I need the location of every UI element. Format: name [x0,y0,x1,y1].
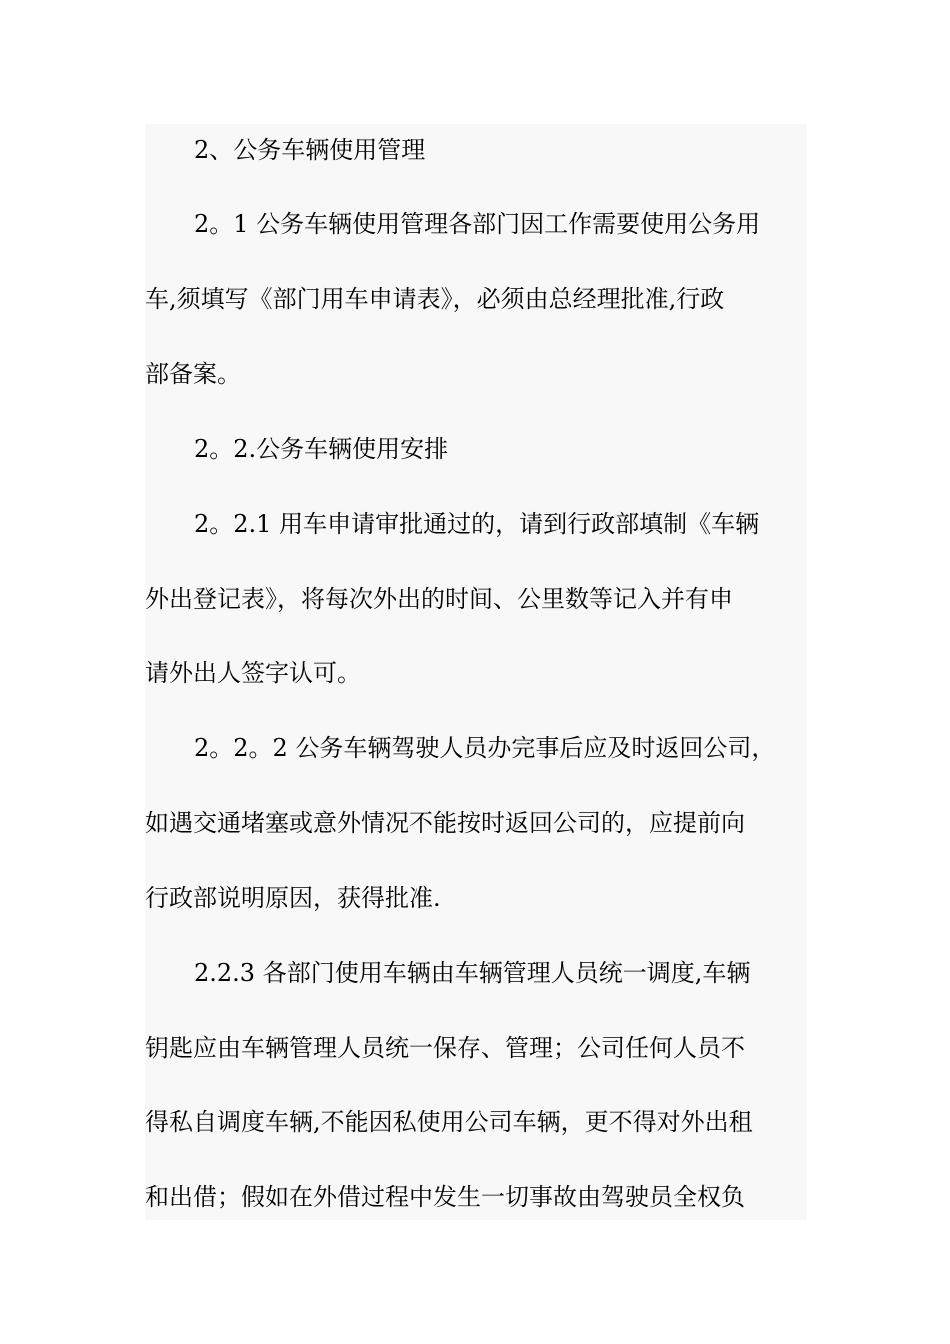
section-heading: 2、公务车辆使用管理 [194,136,426,164]
document-text-block [145,124,807,1220]
paragraph-line: 和出借；假如在外借过程中发生一切事故由驾驶员全权负 [145,1183,745,1211]
paragraph-line: 2.2.3 各部门使用车辆由车辆管理人员统一调度,车辆 [194,959,751,987]
paragraph-line: 车,须填写《部门用车申请表》，必须由总经理批准,行政 [145,285,725,313]
paragraph-line: 钥匙应由车辆管理人员统一保存、管理；公司任何人员不 [145,1034,745,1062]
paragraph-line: 2。2.1 用车申请审批通过的，请到行政部填制《车辆 [194,510,760,538]
paragraph-line: 部备案。 [145,360,241,388]
paragraph-line: 2。2。2 公务车辆驾驶人员办完事后应及时返回公司， [194,734,776,762]
paragraph-line: 外出登记表》，将每次外出的时间、公里数等记入并有申 [145,585,733,613]
subsection-heading: 2。2.公务车辆使用安排 [194,435,449,463]
paragraph-line: 请外出人签字认可。 [145,659,361,687]
paragraph-line: 2。1 公务车辆使用管理各部门因工作需要使用公务用 [194,210,761,238]
paragraph-line: 如遇交通堵塞或意外情况不能按时返回公司的，应提前向 [145,809,745,837]
paragraph-line: 得私自调度车辆,不能因私使用公司车辆，更不得对外出租 [145,1108,753,1136]
paragraph-line: 行政部说明原因，获得批准. [145,884,441,912]
